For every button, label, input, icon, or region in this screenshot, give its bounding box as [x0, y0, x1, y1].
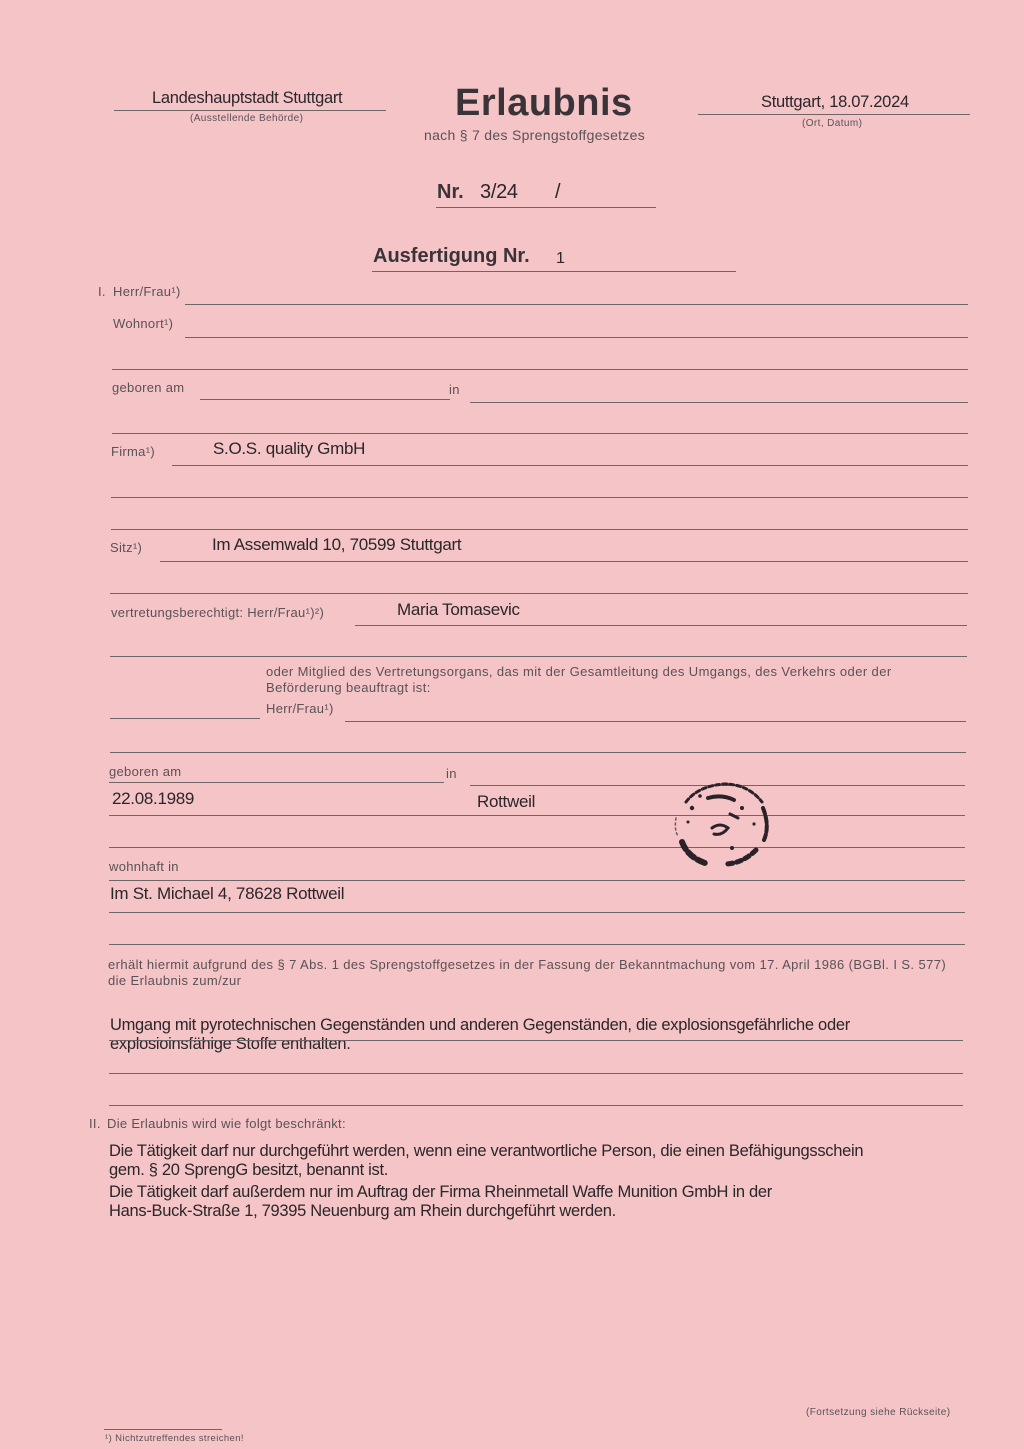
sitz-label: Sitz¹) [110, 540, 143, 555]
wohnhaft-value-line [109, 912, 965, 913]
document-subtitle: nach § 7 des Sprengstoffgesetzes [424, 127, 646, 143]
restriction-line-1: Die Tätigkeit darf nur durchgeführt werden, wenn eine verantwortliche Person, die einen Befähigungsschein [109, 1142, 864, 1160]
copy-label: Ausfertigung Nr. [373, 245, 530, 267]
number-separator: / [555, 181, 561, 203]
section1-roman: I. [98, 284, 106, 299]
wohnhaft-value: Im St. Michael 4, 78628 Rottweil [110, 884, 345, 903]
number-value: 3/24 [480, 181, 518, 203]
firma-value: S.O.S. quality GmbH [213, 439, 366, 458]
restriction-line-3: Die Tätigkeit darf außerdem nur im Auftrag der Firma Rheinmetall Waffe Munition GmbH in der [109, 1183, 772, 1201]
wohnort-line-2 [112, 369, 968, 370]
birth-line-2 [112, 433, 968, 434]
herr-frau-label: Herr/Frau¹) [113, 284, 181, 299]
geboren-am-label-2: geboren am [109, 764, 182, 779]
sitz-line-2 [110, 593, 968, 594]
geboren-am-label: geboren am [112, 380, 185, 395]
official-seal-stamp-icon [668, 778, 772, 870]
mitglied-line-2 [110, 752, 966, 753]
in-line [470, 402, 968, 403]
section2-label: Die Erlaubnis wird wie folgt beschränkt: [107, 1116, 346, 1131]
vertreter-line [355, 625, 967, 626]
wohnhaft-value-line-2 [109, 944, 965, 945]
birth-place: Rottweil [477, 792, 536, 811]
restriction-line-4: Hans-Buck-Straße 1, 79395 Neuenburg am Rhein durchgeführt werden. [109, 1202, 616, 1220]
restriction-line-2: gem. § 20 SprengG besitzt, benannt ist. [109, 1161, 389, 1179]
number-label: Nr. [437, 181, 464, 203]
issuing-authority: Landeshauptstadt Stuttgart [152, 89, 343, 107]
document-title: Erlaubnis [455, 82, 633, 124]
in-label: in [449, 382, 460, 397]
mitglied-line [345, 721, 966, 722]
copy-line [372, 271, 736, 272]
authority-line [114, 110, 386, 111]
vertreter-label: vertretungsberechtigt: Herr/Frau¹)²) [111, 605, 325, 620]
vertreter-value: Maria Tomasevic [397, 600, 520, 619]
firma-line [172, 465, 968, 466]
section2-roman: II. [89, 1116, 101, 1131]
wohnort-line [185, 337, 968, 338]
sitz-value: Im Assemwald 10, 70599 Stuttgart [212, 535, 462, 554]
wohnort-label: Wohnort¹) [113, 316, 174, 331]
firma-label: Firma¹) [111, 444, 155, 459]
copy-value: 1 [556, 250, 565, 267]
mitglied-line-left [110, 718, 260, 719]
herr-frau-label-2: Herr/Frau¹) [266, 701, 334, 716]
sitz-line [160, 561, 968, 562]
authority-caption: (Ausstellende Behörde) [190, 113, 304, 124]
geboren-am-line-2 [109, 782, 444, 783]
permission-line-3 [109, 1105, 963, 1106]
birth-value-line-2 [109, 847, 965, 848]
continuation-note: (Fortsetzung siehe Rückseite) [806, 1407, 951, 1418]
firma-line-3 [111, 529, 968, 530]
number-line [436, 207, 656, 208]
place-date-caption: (Ort, Datum) [802, 118, 863, 129]
wohnhaft-label: wohnhaft in [109, 859, 179, 874]
permission-line [109, 1040, 963, 1041]
herr-frau-line [185, 304, 968, 305]
permission-line-2 [109, 1073, 963, 1074]
geboren-am-line [200, 399, 450, 400]
place-date-line [698, 114, 970, 115]
permission-value: Umgang mit pyrotechnischen Gegenständen und anderen Gegenständen, die explosionsgefährliche oder explosioinsfähige Stoffe enthalten. [110, 1016, 850, 1053]
mitglied-text: oder Mitglied des Vertretungsorgans, das mit der Gesamtleitung des Umgangs, des Verkehrs oder der Beförderung beauftragt ist: [266, 664, 892, 695]
footnote-rule [104, 1429, 222, 1430]
vertreter-line-2 [110, 656, 967, 657]
in-label-2: in [446, 766, 457, 781]
wohnhaft-line [109, 880, 965, 881]
birth-date: 22.08.1989 [112, 789, 195, 808]
footnote-1: ¹) Nichtzutreffendes streichen! [105, 1433, 244, 1444]
firma-line-2 [111, 497, 968, 498]
birth-value-line [109, 815, 965, 816]
legal-text: erhält hiermit aufgrund des § 7 Abs. 1 des Sprengstoffgesetzes in der Fassung der Bekanntmachung vom 17. April 1986 (BGBl. I S. 577) die Erlaubnis zum/zur [108, 957, 947, 988]
place-date: Stuttgart, 18.07.2024 [761, 93, 909, 111]
